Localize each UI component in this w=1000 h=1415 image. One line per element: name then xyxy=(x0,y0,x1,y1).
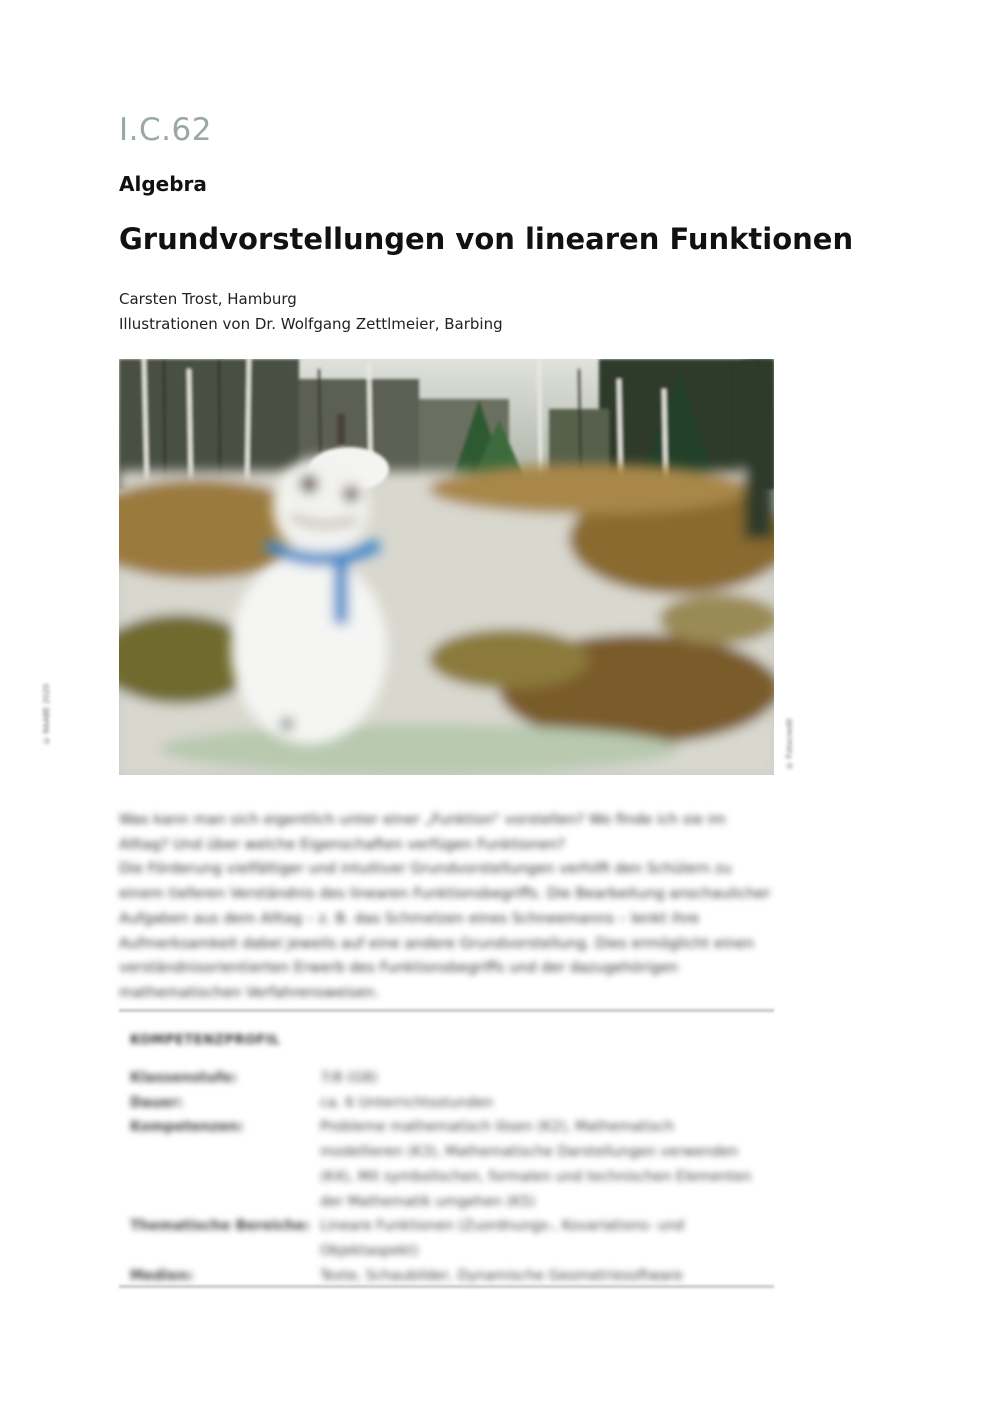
profile-row xyxy=(130,1091,770,1116)
copyright-notice: © RAABE 2020 xyxy=(42,683,51,745)
profile-row xyxy=(130,1066,770,1091)
intro-paragraph: Die Förderung vielfältiger und intuitiver Grundvorstellungen verhilft den Schülern zu einem tieferen Verständnis des linearen Funktionsbegriffs. Die Bearbeitung anschaulicher Aufgaben aus dem Alltag – z. B. das Schmelzen eines Schneemanns – lenkt ihre Aufmerksamkeit dabei jeweils auf eine andere Grundvorstellung. Dies ermöglicht einen verständnisorientierten Erwerb des Funktionsbegriffs und der dazugehörigen mathematischen Verfahrensweisen. xyxy=(119,861,771,1001)
category-label: Algebra xyxy=(119,172,207,196)
competence-profile-table xyxy=(130,1066,770,1288)
profile-label: Kompetenzen: xyxy=(130,1119,244,1136)
intro-text xyxy=(119,808,779,1006)
profile-row xyxy=(130,1214,770,1263)
illustrator-line: Illustrationen von Dr. Wolfgang Zettlmeier, Barbing xyxy=(119,315,503,333)
author-line: Carsten Trost, Hamburg xyxy=(119,290,297,308)
snowman-photo xyxy=(119,359,774,775)
profile-value: 7/8 (G8) xyxy=(320,1070,378,1086)
profile-value: Lineare Funktionen (Zuordnungs-, Kovariations- und Objektaspekt) xyxy=(320,1218,685,1259)
profile-value: Texte, Schaubilder, Dynamische Geometriesoftware xyxy=(320,1267,683,1284)
photo-credit: © Fotocredit xyxy=(785,718,794,770)
profile-label: Thematische Bereiche: xyxy=(130,1218,311,1235)
competence-profile-heading: KOMPETENZPROFIL xyxy=(130,1033,281,1048)
profile-label: Klassenstufe: xyxy=(130,1070,238,1086)
profile-label: Dauer: xyxy=(130,1094,184,1111)
profile-value: ca. 6 Unterrichtsstunden xyxy=(320,1094,494,1111)
profile-row xyxy=(130,1115,770,1214)
snowman-photo-illustration xyxy=(119,359,774,775)
section-code: I.C.62 xyxy=(119,112,212,148)
intro-paragraph: Was kann man sich eigentlich unter einer „Funktion“ vorstellen? Wo finde ich sie im Alltag? Und über welche Eigenschaften verfügen Funktionen? xyxy=(119,812,726,853)
divider xyxy=(119,1285,774,1288)
profile-value: Probleme mathematisch lösen (K2), Mathematisch modellieren (K3), Mathematische Darstellungen verwenden (K4), Mit symbolischen, formalen und technischen Elementen der Mathematik umgehen (K5) xyxy=(320,1119,752,1210)
profile-label: Medien: xyxy=(130,1267,194,1284)
page-title: Grundvorstellungen von linearen Funktionen xyxy=(119,222,854,256)
divider xyxy=(119,1009,774,1012)
